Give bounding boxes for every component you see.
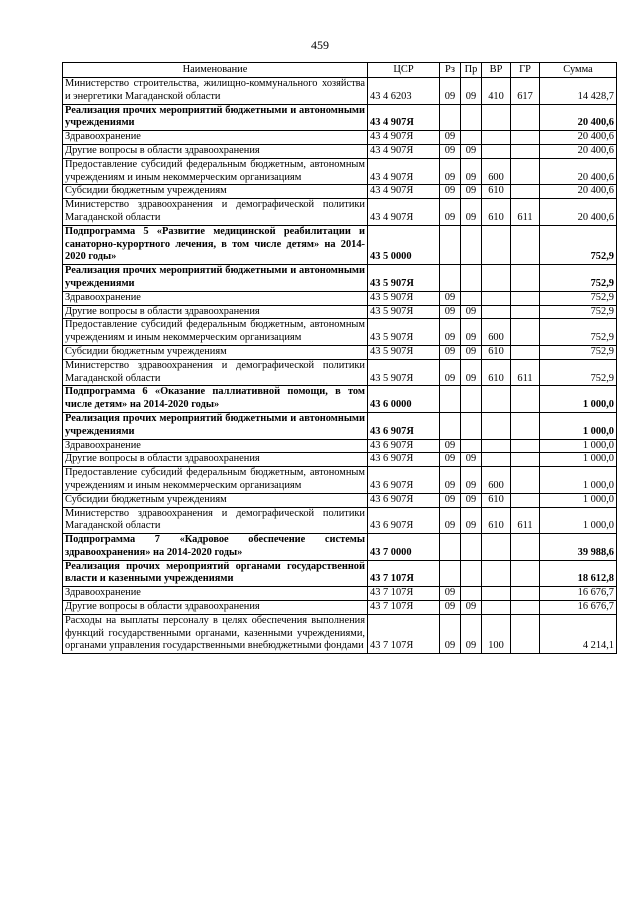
header-csr: ЦСР — [368, 63, 440, 78]
cell-gr — [511, 158, 540, 185]
table-row — [63, 131, 617, 145]
table-row — [63, 439, 617, 453]
cell-rz: 09 — [440, 291, 461, 305]
cell-vr — [482, 439, 511, 453]
cell-pr — [461, 104, 482, 131]
cell-rz — [440, 560, 461, 587]
cell-sum: 20 400,6 — [540, 144, 617, 158]
cell-csr: 43 6 907Я — [368, 412, 440, 439]
cell-pr — [461, 291, 482, 305]
cell-pr: 09 — [461, 78, 482, 105]
header-gr: ГР — [511, 63, 540, 78]
cell-gr — [511, 412, 540, 439]
cell-pr: 09 — [461, 467, 482, 494]
cell-sum: 1 000,0 — [540, 439, 617, 453]
table-row — [63, 386, 617, 413]
cell-gr — [511, 587, 540, 601]
cell-pr: 09 — [461, 601, 482, 615]
cell-sum: 20 400,6 — [540, 199, 617, 226]
cell-vr: 600 — [482, 467, 511, 494]
cell-rz: 09 — [440, 467, 461, 494]
cell-vr — [482, 305, 511, 319]
cell-sum: 752,9 — [540, 319, 617, 346]
cell-csr: 43 6 907Я — [368, 453, 440, 467]
cell-vr: 610 — [482, 345, 511, 359]
cell-pr: 09 — [461, 614, 482, 653]
cell-pr: 09 — [461, 185, 482, 199]
cell-csr: 43 6 0000 — [368, 386, 440, 413]
header-rz: Рз — [440, 63, 461, 78]
cell-csr: 43 5 907Я — [368, 359, 440, 386]
cell-vr — [482, 560, 511, 587]
cell-rz: 09 — [440, 439, 461, 453]
cell-name: Субсидии бюджетным учреждениям — [63, 185, 368, 199]
table-row — [63, 493, 617, 507]
table-row — [63, 265, 617, 292]
cell-pr: 09 — [461, 319, 482, 346]
cell-gr — [511, 144, 540, 158]
cell-vr — [482, 412, 511, 439]
cell-rz: 09 — [440, 507, 461, 534]
cell-vr — [482, 386, 511, 413]
cell-pr — [461, 534, 482, 561]
table-row — [63, 199, 617, 226]
cell-gr — [511, 185, 540, 199]
cell-vr — [482, 587, 511, 601]
header-sum: Сумма — [540, 63, 617, 78]
cell-rz: 09 — [440, 158, 461, 185]
budget-table — [62, 62, 617, 654]
table-row — [63, 412, 617, 439]
cell-gr — [511, 493, 540, 507]
table-row — [63, 104, 617, 131]
cell-gr — [511, 534, 540, 561]
cell-name: Другие вопросы в области здравоохранения — [63, 305, 368, 319]
cell-gr — [511, 305, 540, 319]
table-row — [63, 78, 617, 105]
cell-pr: 09 — [461, 305, 482, 319]
cell-name: Другие вопросы в области здравоохранения — [63, 601, 368, 615]
table-row — [63, 587, 617, 601]
cell-vr — [482, 104, 511, 131]
cell-rz — [440, 386, 461, 413]
cell-pr — [461, 439, 482, 453]
cell-csr: 43 4 907Я — [368, 199, 440, 226]
cell-csr: 43 5 907Я — [368, 345, 440, 359]
cell-vr: 610 — [482, 493, 511, 507]
cell-csr: 43 5 0000 — [368, 225, 440, 264]
cell-name: Подпрограмма 5 «Развитие медицинской реабилитации и санаторно-курортного лечения, в том числе детям» на 2014-2020 годы» — [63, 225, 368, 264]
cell-sum: 752,9 — [540, 291, 617, 305]
cell-rz — [440, 225, 461, 264]
cell-csr: 43 5 907Я — [368, 319, 440, 346]
cell-pr — [461, 131, 482, 145]
cell-vr — [482, 291, 511, 305]
cell-name: Предоставление субсидий федеральным бюджетным, автономным учреждениям и иным некоммерческим организациям — [63, 319, 368, 346]
cell-name: Реализация прочих мероприятий бюджетными и автономными учреждениями — [63, 104, 368, 131]
cell-sum: 20 400,6 — [540, 131, 617, 145]
cell-name: Субсидии бюджетным учреждениям — [63, 345, 368, 359]
header-vr: ВР — [482, 63, 511, 78]
table-row — [63, 291, 617, 305]
cell-rz: 09 — [440, 199, 461, 226]
cell-rz: 09 — [440, 359, 461, 386]
cell-name: Министерство здравоохранения и демографической политики Магаданской области — [63, 507, 368, 534]
cell-csr: 43 5 907Я — [368, 265, 440, 292]
cell-vr — [482, 144, 511, 158]
cell-name: Министерство здравоохранения и демографической политики Магаданской области — [63, 359, 368, 386]
cell-sum: 1 000,0 — [540, 386, 617, 413]
cell-pr — [461, 225, 482, 264]
cell-rz: 09 — [440, 131, 461, 145]
cell-gr — [511, 345, 540, 359]
cell-vr — [482, 601, 511, 615]
page-number: 459 — [311, 38, 329, 52]
cell-sum: 1 000,0 — [540, 453, 617, 467]
cell-gr — [511, 453, 540, 467]
cell-pr: 09 — [461, 345, 482, 359]
cell-name: Другие вопросы в области здравоохранения — [63, 453, 368, 467]
cell-gr — [511, 104, 540, 131]
table-row — [63, 158, 617, 185]
cell-csr: 43 4 907Я — [368, 104, 440, 131]
cell-rz: 09 — [440, 144, 461, 158]
cell-sum: 1 000,0 — [540, 493, 617, 507]
table-row — [63, 534, 617, 561]
cell-gr: 611 — [511, 199, 540, 226]
cell-sum: 752,9 — [540, 305, 617, 319]
cell-rz — [440, 534, 461, 561]
cell-csr: 43 7 107Я — [368, 614, 440, 653]
cell-sum: 20 400,6 — [540, 158, 617, 185]
cell-csr: 43 6 907Я — [368, 493, 440, 507]
cell-vr: 610 — [482, 507, 511, 534]
cell-name: Расходы на выплаты персоналу в целях обеспечения выполнения функций государственными органами, казенными учреждениями, органами управления государственными внебюджетными фондами — [63, 614, 368, 653]
cell-gr — [511, 386, 540, 413]
table-row — [63, 453, 617, 467]
cell-rz: 09 — [440, 185, 461, 199]
cell-vr: 610 — [482, 185, 511, 199]
cell-pr: 09 — [461, 359, 482, 386]
cell-sum: 16 676,7 — [540, 587, 617, 601]
cell-rz — [440, 412, 461, 439]
cell-name: Министерство здравоохранения и демографической политики Магаданской области — [63, 199, 368, 226]
cell-sum: 752,9 — [540, 225, 617, 264]
cell-name: Реализация прочих мероприятий органами государственной власти и казенными учреждениями — [63, 560, 368, 587]
cell-rz: 09 — [440, 587, 461, 601]
cell-vr: 600 — [482, 319, 511, 346]
cell-pr: 09 — [461, 199, 482, 226]
cell-csr: 43 5 907Я — [368, 305, 440, 319]
cell-gr — [511, 601, 540, 615]
cell-gr — [511, 439, 540, 453]
cell-sum: 752,9 — [540, 359, 617, 386]
cell-csr: 43 7 107Я — [368, 601, 440, 615]
cell-gr — [511, 560, 540, 587]
cell-gr — [511, 131, 540, 145]
cell-sum: 20 400,6 — [540, 185, 617, 199]
cell-pr: 09 — [461, 144, 482, 158]
cell-sum: 18 612,8 — [540, 560, 617, 587]
cell-sum: 1 000,0 — [540, 507, 617, 534]
cell-vr — [482, 131, 511, 145]
cell-gr — [511, 225, 540, 264]
cell-vr: 610 — [482, 199, 511, 226]
cell-rz: 09 — [440, 78, 461, 105]
cell-rz: 09 — [440, 305, 461, 319]
cell-sum: 14 428,7 — [540, 78, 617, 105]
cell-gr: 617 — [511, 78, 540, 105]
table-row — [63, 305, 617, 319]
cell-gr — [511, 467, 540, 494]
cell-csr: 43 6 907Я — [368, 467, 440, 494]
cell-pr — [461, 587, 482, 601]
cell-gr — [511, 319, 540, 346]
cell-csr: 43 4 907Я — [368, 185, 440, 199]
cell-gr — [511, 265, 540, 292]
table-body — [63, 78, 617, 654]
cell-name: Здравоохранение — [63, 291, 368, 305]
cell-csr: 43 5 907Я — [368, 291, 440, 305]
cell-rz: 09 — [440, 319, 461, 346]
cell-name: Реализация прочих мероприятий бюджетными и автономными учреждениями — [63, 265, 368, 292]
cell-rz: 09 — [440, 453, 461, 467]
table-row — [63, 507, 617, 534]
cell-csr: 43 4 6203 — [368, 78, 440, 105]
table-row — [63, 560, 617, 587]
cell-name: Подпрограмма 6 «Оказание паллиативной помощи, в том числе детям» на 2014-2020 годы» — [63, 386, 368, 413]
cell-rz: 09 — [440, 345, 461, 359]
cell-name: Субсидии бюджетным учреждениям — [63, 493, 368, 507]
table-row — [63, 319, 617, 346]
table-row — [63, 614, 617, 653]
cell-name: Министерство строительства, жилищно-коммунального хозяйства и энергетики Магаданской области — [63, 78, 368, 105]
table-row — [63, 225, 617, 264]
cell-vr — [482, 534, 511, 561]
cell-csr: 43 4 907Я — [368, 131, 440, 145]
cell-name: Реализация прочих мероприятий бюджетными и автономными учреждениями — [63, 412, 368, 439]
cell-sum: 1 000,0 — [540, 412, 617, 439]
cell-csr: 43 7 107Я — [368, 560, 440, 587]
cell-csr: 43 7 107Я — [368, 587, 440, 601]
table-row — [63, 467, 617, 494]
table-row — [63, 185, 617, 199]
cell-pr: 09 — [461, 507, 482, 534]
header-pr: Пр — [461, 63, 482, 78]
header-row — [63, 63, 617, 78]
cell-name: Подпрограмма 7 «Кадровое обеспечение системы здравоохранения» на 2014-2020 годы» — [63, 534, 368, 561]
cell-gr: 611 — [511, 507, 540, 534]
cell-gr — [511, 291, 540, 305]
cell-vr: 610 — [482, 359, 511, 386]
cell-sum: 4 214,1 — [540, 614, 617, 653]
cell-vr — [482, 453, 511, 467]
cell-vr: 100 — [482, 614, 511, 653]
table-row — [63, 144, 617, 158]
cell-sum: 16 676,7 — [540, 601, 617, 615]
table-row — [63, 345, 617, 359]
cell-pr: 09 — [461, 158, 482, 185]
cell-pr — [461, 386, 482, 413]
cell-csr: 43 4 907Я — [368, 158, 440, 185]
cell-gr: 611 — [511, 359, 540, 386]
cell-name: Здравоохранение — [63, 587, 368, 601]
cell-pr: 09 — [461, 453, 482, 467]
cell-rz: 09 — [440, 614, 461, 653]
cell-rz — [440, 104, 461, 131]
cell-name: Другие вопросы в области здравоохранения — [63, 144, 368, 158]
cell-rz — [440, 265, 461, 292]
cell-csr: 43 6 907Я — [368, 507, 440, 534]
cell-sum: 752,9 — [540, 265, 617, 292]
cell-name: Здравоохранение — [63, 131, 368, 145]
cell-csr: 43 7 0000 — [368, 534, 440, 561]
cell-sum: 1 000,0 — [540, 467, 617, 494]
cell-sum: 752,9 — [540, 345, 617, 359]
cell-pr — [461, 412, 482, 439]
table-row — [63, 359, 617, 386]
cell-csr: 43 6 907Я — [368, 439, 440, 453]
cell-rz: 09 — [440, 601, 461, 615]
header-name: Наименование — [63, 63, 368, 78]
cell-vr: 600 — [482, 158, 511, 185]
cell-name: Предоставление субсидий федеральным бюджетным, автономным учреждениям и иным некоммерческим организациям — [63, 467, 368, 494]
cell-pr — [461, 265, 482, 292]
cell-gr — [511, 614, 540, 653]
table-row — [63, 601, 617, 615]
cell-rz: 09 — [440, 493, 461, 507]
cell-sum: 20 400,6 — [540, 104, 617, 131]
cell-pr — [461, 560, 482, 587]
cell-vr — [482, 265, 511, 292]
cell-name: Предоставление субсидий федеральным бюджетным, автономным учреждениям и иным некоммерческим организациям — [63, 158, 368, 185]
cell-sum: 39 988,6 — [540, 534, 617, 561]
cell-vr: 410 — [482, 78, 511, 105]
cell-name: Здравоохранение — [63, 439, 368, 453]
cell-csr: 43 4 907Я — [368, 144, 440, 158]
cell-pr: 09 — [461, 493, 482, 507]
cell-vr — [482, 225, 511, 264]
